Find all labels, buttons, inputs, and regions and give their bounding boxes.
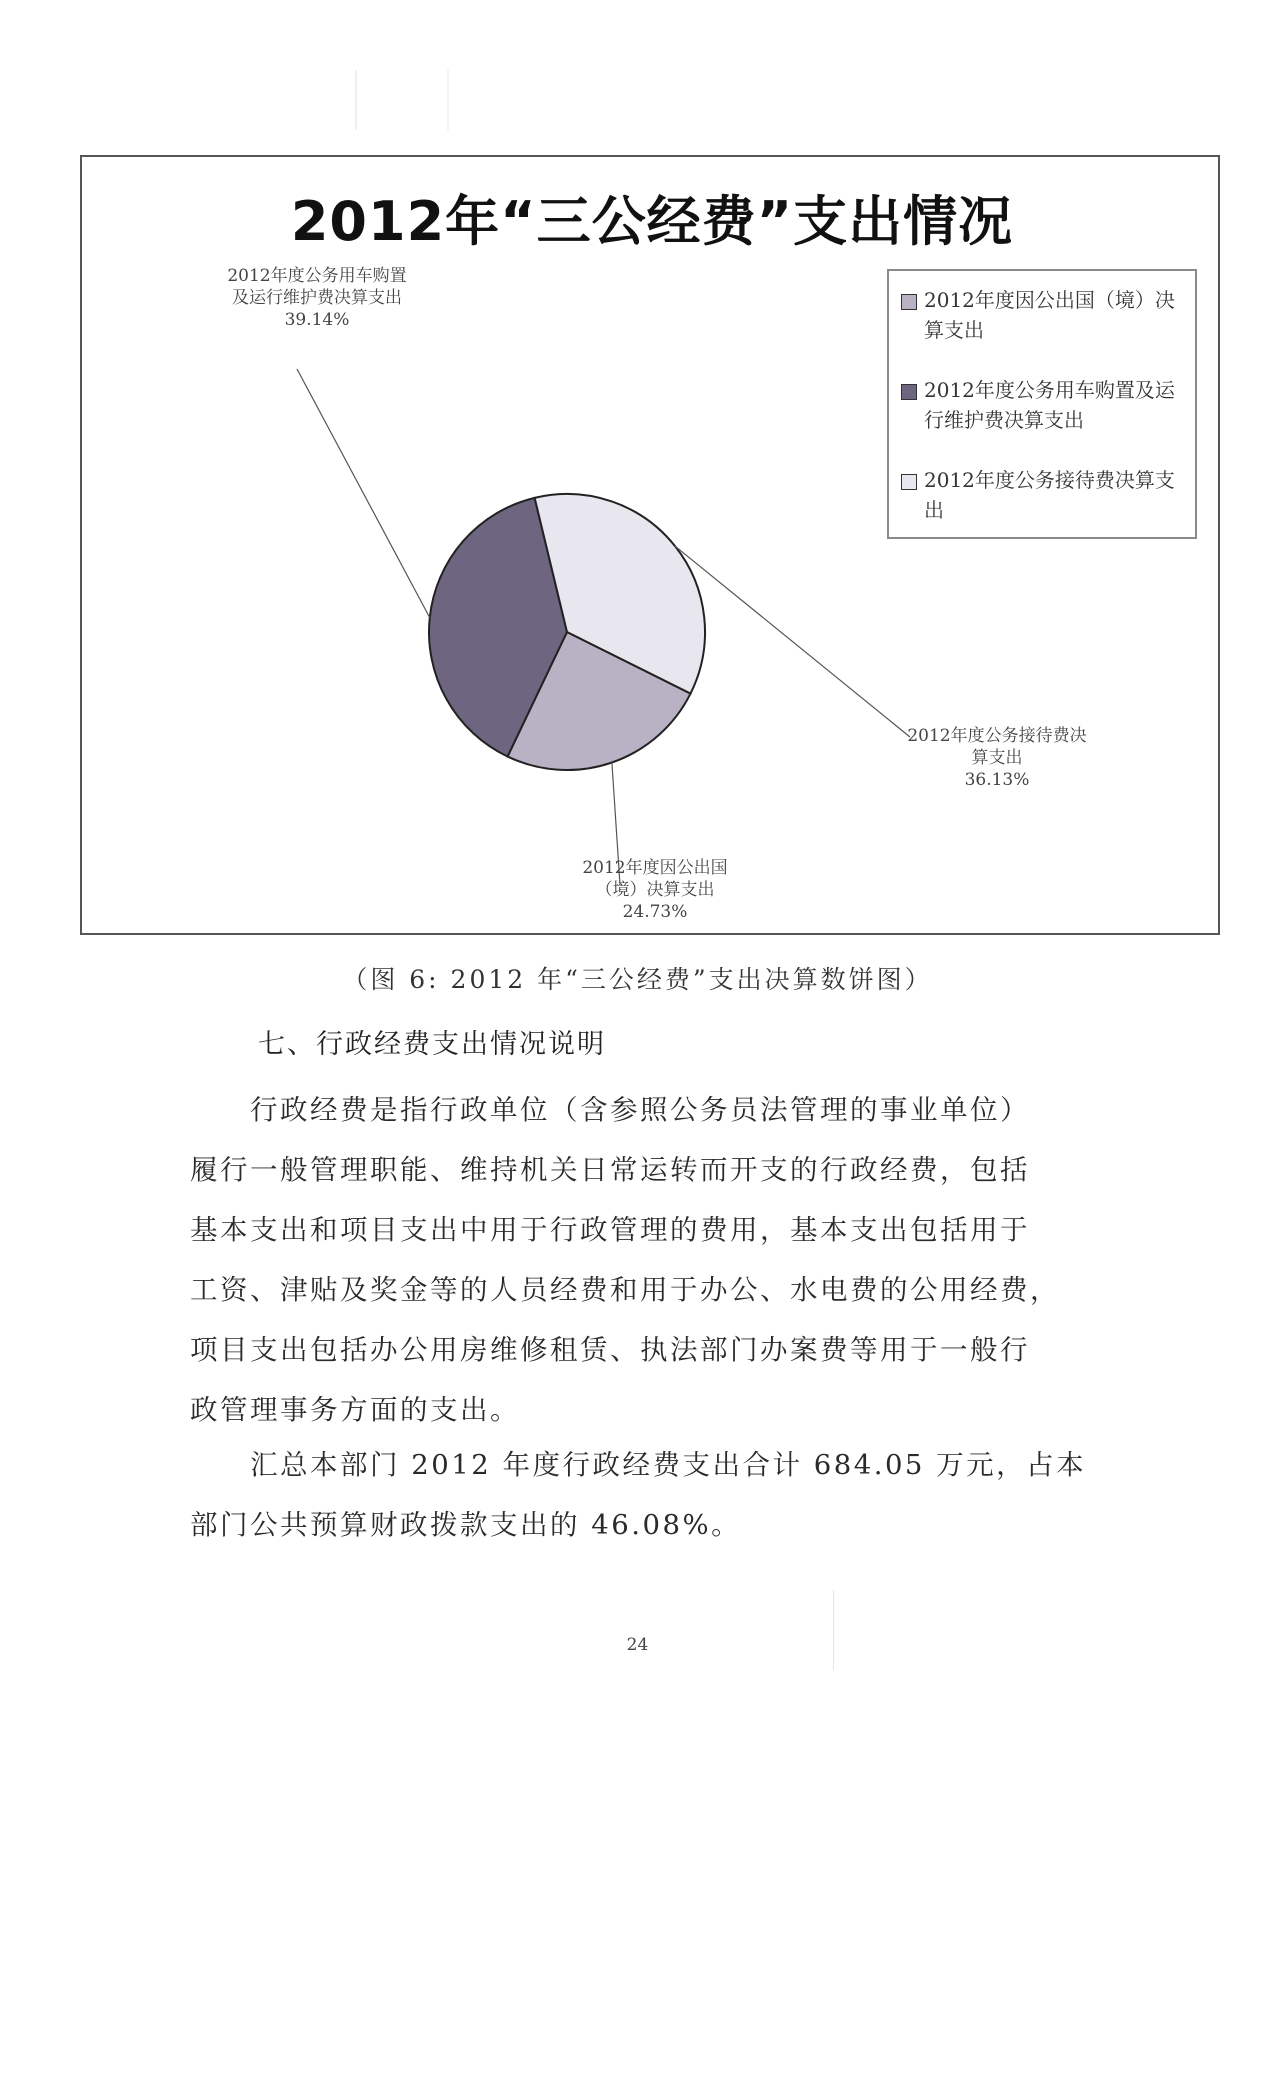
data-label-overseas-percent: 24.73% [622,902,688,922]
chart-title: 2012年“三公经费”支出情况 [290,190,1014,253]
paragraph1-line: 工资、津贴及奖金等的人员经费和用于办公、水电费的公用经费， [190,1274,1060,1306]
page-number: 24 [626,1635,649,1655]
data-label-reception-line1: 2012年度公务接待费决 [907,726,1087,746]
scan-fold-line [833,1590,834,1670]
paragraph1-line: 项目支出包括办公用房维修租赁、执法部门办案费等用于一般行 [190,1334,1030,1366]
paragraph2-line: 部门公共预算财政拨款支出的 46.08%。 [190,1509,742,1541]
legend-item-reception [901,465,1191,525]
paragraph1-line: 政管理事务方面的支出。 [190,1394,520,1426]
paragraph-admin-expense-summary [190,1435,1120,1555]
data-label-reception-line2: 算支出 [971,748,1023,768]
paragraph1-line: 行政经费是指行政单位（含参照公务员法管理的事业单位） [190,1094,1030,1126]
leader-line [675,546,910,737]
data-label-reception [872,725,1122,791]
data-label-overseas-line1: 2012年度因公出国 [582,858,728,878]
legend-label-vehicles: 2012年度公务用车购置及运行维护费决算支出 [924,378,1175,432]
leader-line [297,369,430,618]
section-heading: 七、行政经费支出情况说明 [258,1029,606,1060]
legend-item-overseas [901,285,1191,345]
paragraph-admin-expense-definition [190,1080,1120,1440]
data-label-vehicles-line1: 2012年度公务用车购置 [227,266,407,286]
legend-item-vehicles [901,375,1191,435]
figure-caption: （图 6: 2012 年“三公经费”支出决算数饼图） [342,965,933,994]
data-label-vehicles-line2: 及运行维护费决算支出 [232,288,402,308]
legend-swatch-reception [901,474,917,490]
scan-artifact [355,70,449,130]
data-label-reception-percent: 36.13% [964,770,1030,790]
paragraph1-line: 履行一般管理职能、维持机关日常运转而开支的行政经费，包括 [190,1154,1030,1186]
legend-swatch-vehicles [901,384,917,400]
paragraph1-line: 基本支出和项目支出中用于行政管理的费用，基本支出包括用于 [190,1214,1030,1246]
paragraph2-line: 汇总本部门 2012 年度行政经费支出合计 684.05 万元，占本 [190,1449,1087,1481]
legend-label-reception: 2012年度公务接待费决算支出 [924,468,1175,522]
legend-label-overseas: 2012年度因公出国（境）决算支出 [924,288,1175,342]
data-label-vehicles-percent: 39.14% [284,310,350,330]
data-label-vehicles [192,265,442,331]
data-label-overseas-line2: （境）决算支出 [595,880,715,900]
data-label-overseas [530,857,780,923]
pie-chart [80,155,1220,935]
chart-legend [887,269,1197,539]
pie-slices [429,494,705,770]
legend-swatch-overseas [901,294,917,310]
